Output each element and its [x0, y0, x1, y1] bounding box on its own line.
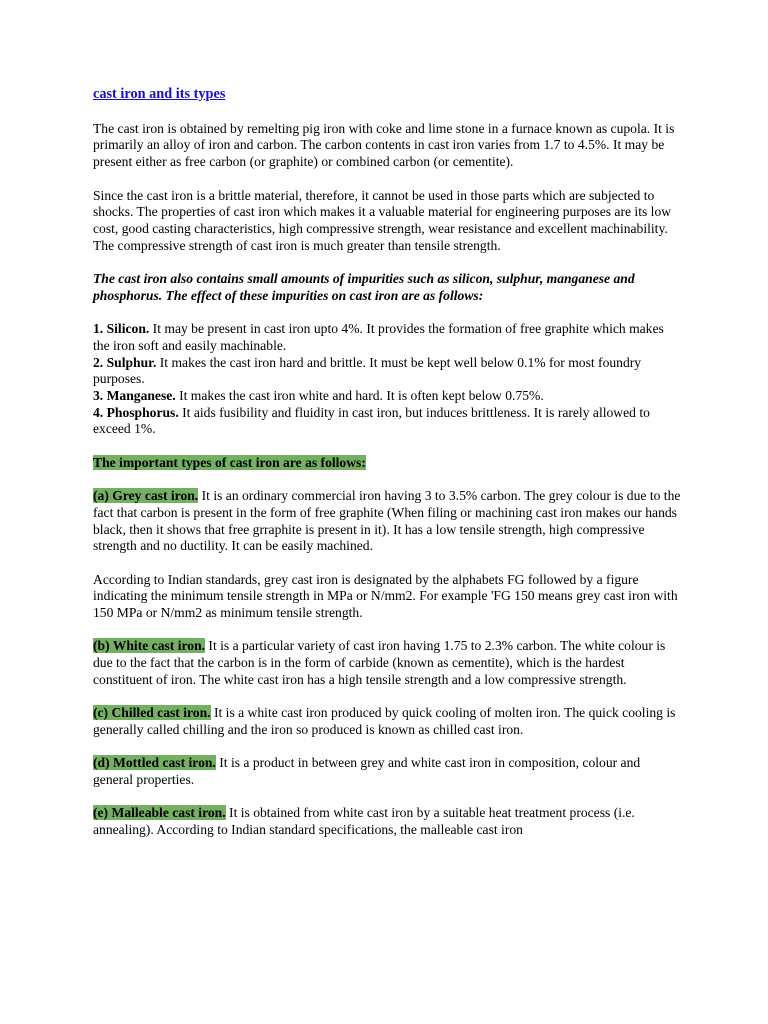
title-link[interactable]: cast iron and its types — [93, 86, 226, 102]
impurity-text: It may be present in cast iron upto 4%. It provides the formation of free graphite which makes the iron soft and easily machinable. — [93, 321, 664, 353]
white-cast-iron-label: (b) White cast iron. — [93, 638, 206, 654]
impurity-item — [93, 388, 683, 405]
impurity-text: It makes the cast iron white and hard. It is often kept below 0.75%. — [175, 387, 544, 403]
mottled-cast-iron-paragraph — [93, 755, 683, 788]
chilled-cast-iron-text: It is a white cast iron produced by quick cooling of molten iron. The quick cooling is generally called chilling and the iron so produced is known as chilled cast iron. — [93, 705, 676, 737]
impurity-item — [93, 355, 683, 388]
impurity-item — [93, 405, 683, 438]
document-page — [93, 86, 683, 855]
chilled-cast-iron-label: (c) Chilled cast iron. — [93, 705, 211, 721]
impurities-heading: The cast iron also contains small amounts of impurities such as silicon, sulphur, manganese and phosphorus. The effect of these impurities on cast iron are as follows: — [93, 271, 635, 303]
grey-cast-iron-text: It is an ordinary commercial iron having 3 to 3.5% carbon. The grey colour is due to the fact that carbon is present in the form of free graphite (When filing or machining cast iron makes our hands black, then it shows that free grraphite is present in it). It has a low tensile strength, high compressive strength and no ductility. It can be easily machined. — [93, 488, 681, 554]
properties-paragraph: Since the cast iron is a brittle material, therefore, it cannot be used in those parts which are subjected to shocks. The properties of cast iron which makes it a valuable material for engineering purposes are its low cost, good casting characteristics, high compressive strength, wear resistance and excellent machinability. The compressive strength of cast iron is much greater than tensile strength. — [93, 187, 672, 253]
grey-cast-iron-paragraph — [93, 488, 683, 555]
white-cast-iron-paragraph — [93, 638, 683, 688]
impurity-label: 3. Manganese. — [93, 387, 176, 403]
malleable-cast-iron-label: (e) Malleable cast iron. — [93, 805, 226, 821]
impurity-label: 4. Phosphorus. — [93, 404, 179, 420]
types-heading-paragraph — [93, 455, 683, 472]
impurities-list — [93, 321, 683, 438]
grey-cast-iron-label: (a) Grey cast iron. — [93, 488, 199, 504]
impurity-label: 2. Sulphur. — [93, 354, 157, 370]
impurity-text: It aids fusibility and fluidity in cast iron, but induces brittleness. It is rarely allowed to exceed 1%. — [93, 404, 650, 437]
types-heading: The important types of cast iron are as follows: — [93, 454, 366, 470]
mottled-cast-iron-label: (d) Mottled cast iron. — [93, 755, 216, 771]
impurity-label: 1. Silicon. — [93, 321, 150, 337]
indian-standards-paragraph: According to Indian standards, grey cast iron is designated by the alphabets FG followed by a figure indicating the minimum tensile strength in MPa or N/mm2. For example 'FG 150 means grey cast iron with 150 MPa or N/mm2 as minimum tensile strength. — [93, 571, 678, 620]
intro-paragraph: The cast iron is obtained by remelting pig iron with coke and lime stone in a furnace known as cupola. It is primarily an alloy of iron and carbon. The carbon contents in cast iron varies from 1.7 to 4.5%. It may be present either as free carbon (or graphite) or combined carbon (or cementite). — [93, 120, 675, 170]
white-cast-iron-text: It is a particular variety of cast iron having 1.75 to 2.3% carbon. The white colour is due to the fact that the carbon is in the form of carbide (known as cementite), which is the hardest constituent of iron. The white cast iron has a high tensile strength and a low compressive strength. — [93, 638, 666, 687]
chilled-cast-iron-paragraph — [93, 705, 683, 738]
mottled-cast-iron-text: It is a product in between grey and white cast iron in composition, colour and general properties. — [93, 755, 641, 787]
malleable-cast-iron-paragraph — [93, 805, 683, 838]
impurity-text: It makes the cast iron hard and brittle. It must be kept well below 0.1% for most foundry purposes. — [93, 354, 642, 387]
malleable-cast-iron-text: It is obtained from white cast iron by a suitable heat treatment process (i.e. annealing). According to Indian standard specifications, the malleable cast iron — [93, 805, 635, 838]
impurity-item — [93, 321, 683, 354]
